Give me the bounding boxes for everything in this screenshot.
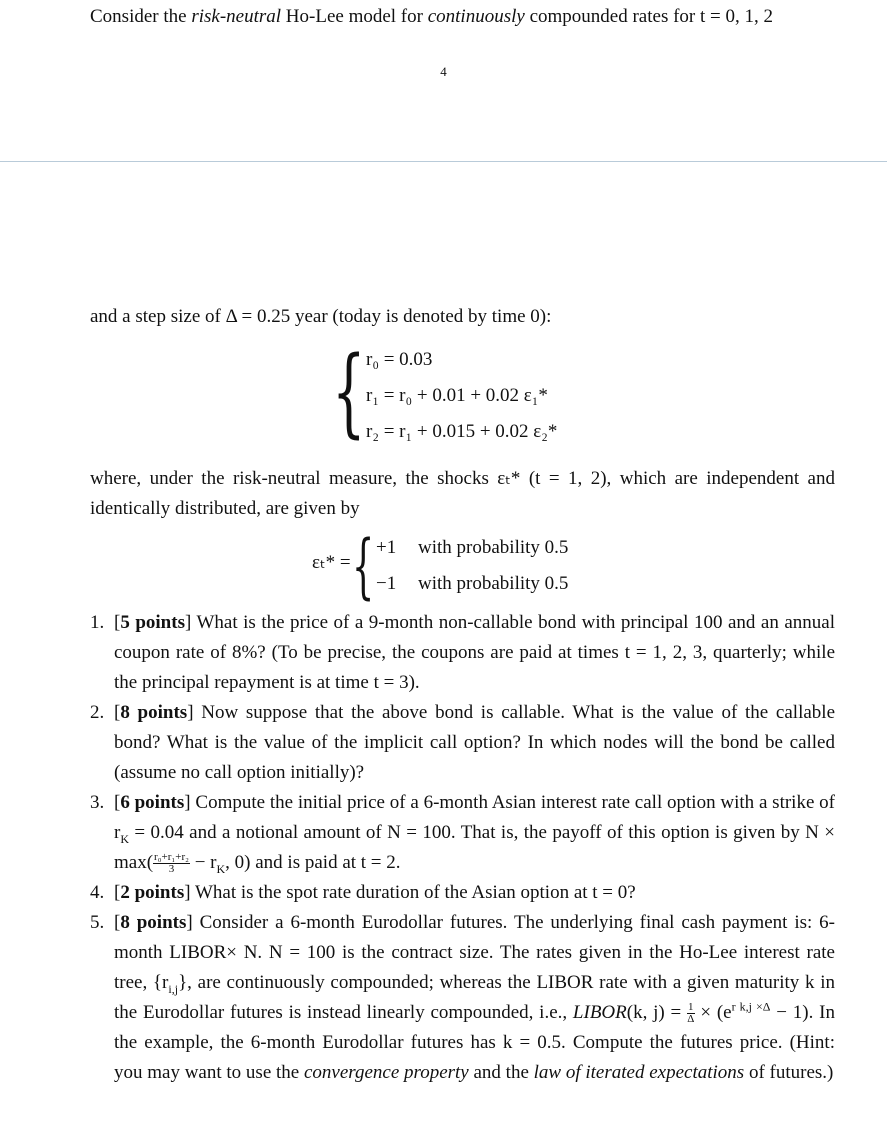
question-5: 5. [8 points] Consider a 6-month Eurodollar futures. The underlying final cash payment is: 6-month LIBOR× N. N = 100 is the contract size. The rates given in the Ho-Lee interest rate tree, $\{r_{i,j}\}$, are continuously compounded; whereas the LIBOR rate with a given maturity k in the Eurodollar futures is instead linearly compounded, i.e., LIBOR(k, j) = $\frac{1}{\Delta}$ × $(e^{r k,j \times\Delta} - 1)$. In the example, the 6-month Eurodollar futures has k = 0.5. Compute the futures price. (Hint: you may want to use the convergence property and the law of iterated expectations of futures.): [90, 912, 836, 1083]
page-number: 4: [440, 64, 447, 79]
question-2: 2. [8 points] Now suppose that the above bond is callable. What is the value of the callable bond? What is the value of the implicit call option? In which nodes will the bond be called (assume no call option initially)?: [90, 702, 836, 783]
document-body: [90, 302, 835, 1088]
equation-lines: [366, 342, 557, 450]
rate-equation-system: [90, 336, 835, 458]
points-label: 8 points: [120, 912, 187, 933]
previous-page-bottom: [0, 0, 887, 162]
question-list: [90, 608, 835, 1088]
equation-r2: r₂ = r₁ + 0.015 + 0.02 ε₂*: [366, 421, 558, 442]
points-label: 6 points: [120, 792, 185, 813]
points-label: 5 points: [120, 612, 185, 633]
equation-r1: r₁ = r₀ + 0.01 + 0.02 ε₁*: [366, 385, 548, 406]
question-3: 3. [6 points] Compute the initial price of a 6-month Asian interest rate call option with a strike of $r_K = 0.04$ and a notional amount of N = 100. That is, the payoff of this option is given by N × max( $\frac{\text{r₀+r₁+r₂}}{3}$ − $r_K$, 0) and is paid at t = 2.: [90, 792, 836, 876]
one-over-delta-fraction: $\frac{1}{\Delta}$: [687, 1001, 695, 1026]
page-divider: [0, 161, 887, 162]
epsilon-label: εₜ* =: [312, 552, 351, 573]
case-lines: [376, 530, 568, 602]
shock-description: where, under the risk-neutral measure, the shocks εₜ* (t = 1, 2), which are independent and identically distributed, are given by: [90, 468, 835, 519]
intro-paragraph: and a step size of Δ = 0.25 year (today is denoted by time 0):: [90, 306, 552, 327]
points-label: 8 points: [120, 702, 188, 723]
question-4: 4. [2 points] What is the spot rate duration of the Asian option at t = 0?: [90, 882, 636, 903]
carryover-text-line: Consider the risk-neutral Ho-Lee model for continuously compounded rates for t = 0, 1, 2: [90, 6, 773, 27]
equation-r0: r₀ = 0.03: [366, 349, 433, 370]
question-1: 1. [5 points] What is the price of a 9-month non-callable bond with principal 100 and an annual coupon rate of 8%? (To be precise, the coupons are paid at times t = 1, 2, 3, quarterly; while the principal repayment is at time t = 3).: [90, 612, 835, 693]
case-up: +1 with probability 0.5: [376, 537, 569, 558]
points-label: 2 points: [120, 882, 185, 903]
shock-distribution: [90, 525, 835, 607]
left-brace: {: [332, 336, 366, 448]
case-down: −1 with probability 0.5: [376, 573, 569, 594]
case-brace: {: [352, 525, 375, 607]
average-fraction: $\frac{\text{r₀+r₁+r₂}}{3}$: [154, 851, 189, 876]
